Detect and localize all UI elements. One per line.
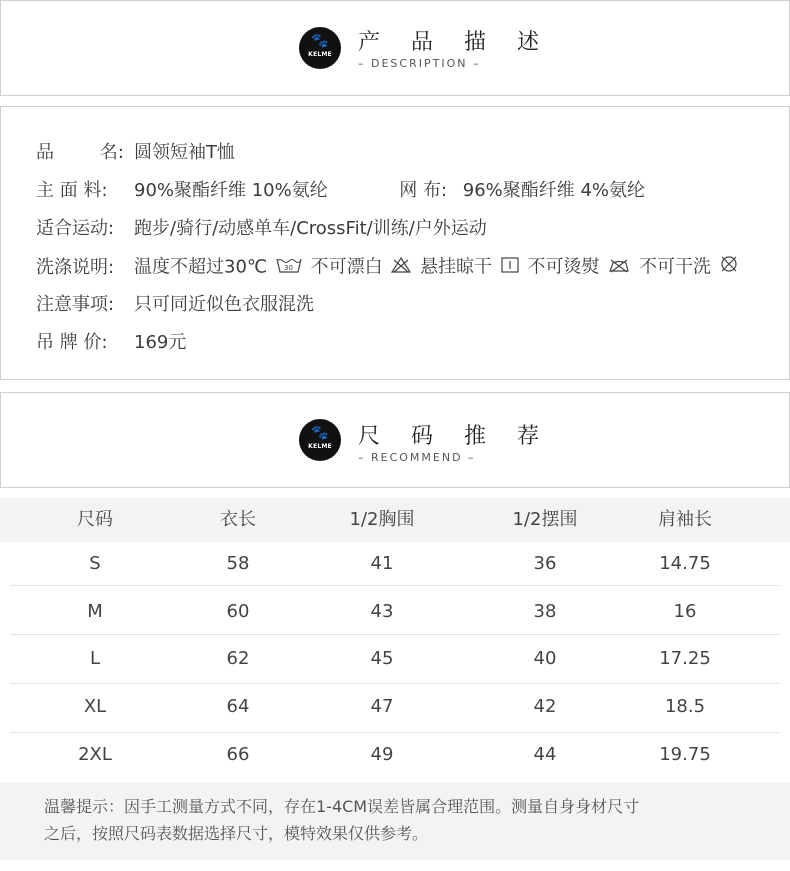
wash-label: 洗涤说明: [36, 256, 115, 278]
kelme-logo [299, 419, 341, 461]
header-chest: 1/2胸围 [349, 509, 415, 530]
cell-size: 2XL [78, 744, 112, 765]
hang-dry-text: 悬挂晾干 [420, 256, 493, 278]
header-sleeve: 肩袖长 [658, 509, 712, 530]
paw-icon: 🐾 [311, 425, 329, 441]
cell-sleeve: 17.25 [659, 648, 711, 669]
row-divider [10, 634, 780, 635]
price-value: 169元 [134, 332, 187, 353]
cell-hem: 42 [533, 696, 557, 717]
no-bleach-text: 不可漂白 [310, 256, 383, 278]
name-label-a: 品 [36, 142, 54, 163]
sports-label: 适合运动: [36, 218, 115, 239]
info-row-name [36, 141, 235, 165]
cell-sleeve: 19.75 [659, 744, 711, 765]
kelme-logo [299, 27, 341, 69]
header-size: 尺码 [77, 509, 113, 530]
notice-value: 只可同近似色衣服混洗 [134, 294, 314, 315]
logo-text: KELME [308, 51, 332, 58]
header-length: 衣长 [220, 509, 256, 530]
cell-size: M [87, 601, 103, 622]
name-label-b: 名: [99, 142, 124, 163]
row-divider [10, 585, 780, 586]
cell-sleeve: 18.5 [664, 696, 706, 717]
info-row-notice [36, 293, 314, 317]
note-line-1: 温馨提示：因手工测量方式不同，存在1-4CM误差皆属合理范围。测量自身身材尺寸 [44, 797, 640, 816]
cell-length: 62 [226, 648, 250, 669]
price-label: 吊 牌 价: [36, 332, 108, 353]
logo-text: KELME [308, 443, 332, 450]
no-bleach-icon [391, 256, 411, 280]
info-row-sports [36, 217, 487, 241]
hang-dry-icon [501, 256, 519, 280]
notice-label: 注意事项: [36, 294, 115, 315]
product-info-panel [0, 106, 790, 380]
cell-sleeve: 16 [673, 601, 697, 622]
name-value: 圆领短袖T恤 [134, 142, 235, 163]
cell-chest: 47 [370, 696, 394, 717]
cell-chest: 49 [370, 744, 394, 765]
row-divider [10, 683, 780, 684]
cell-chest: 45 [370, 648, 394, 669]
size-table-header [0, 498, 790, 542]
wash-30-icon [276, 256, 302, 280]
fabric-value: 90%聚酯纤维 10%氨纶 [134, 180, 328, 201]
header-hem: 1/2摆围 [512, 509, 578, 530]
row-divider [10, 732, 780, 733]
cell-size: XL [83, 696, 107, 717]
cell-length: 60 [226, 601, 250, 622]
recommend-header [0, 392, 790, 488]
cell-length: 64 [226, 696, 250, 717]
cell-length: 66 [226, 744, 250, 765]
sports-value: 跑步/骑行/动感单车/CrossFit/训练/户外运动 [134, 218, 487, 239]
info-row-wash [36, 255, 741, 279]
no-iron-icon [608, 256, 630, 280]
cell-size: L [89, 648, 101, 669]
note-line-2: 之后，按照尺码表数据选择尺寸，模特效果仅供参考。 [44, 824, 429, 843]
cell-hem: 40 [533, 648, 557, 669]
size-note [0, 782, 790, 860]
wash-temp-text: 温度不超过30℃ [134, 256, 268, 278]
cell-hem: 36 [533, 553, 557, 574]
no-dry-clean-text: 不可干洗 [639, 256, 711, 278]
section-title: 产 品 描 述 [358, 30, 551, 55]
mesh-value: 96%聚酯纤维 4%氨纶 [462, 180, 646, 201]
cell-chest: 43 [370, 601, 394, 622]
paw-icon: 🐾 [311, 33, 329, 49]
cell-sleeve: 14.75 [659, 553, 711, 574]
mesh-label: 网 布: [399, 180, 448, 201]
cell-chest: 41 [370, 553, 394, 574]
fabric-label: 主 面 料: [36, 180, 108, 201]
cell-length: 58 [226, 553, 250, 574]
section-title: 尺 码 推 荐 [358, 424, 551, 449]
info-row-fabric [36, 179, 645, 203]
svg-text:30: 30 [283, 263, 293, 272]
no-dry-clean-icon [720, 255, 738, 280]
section-subtitle: – DESCRIPTION – [358, 57, 481, 70]
cell-hem: 44 [533, 744, 557, 765]
section-subtitle: – RECOMMEND – [358, 451, 476, 464]
description-header [0, 0, 790, 96]
cell-size: S [89, 553, 101, 574]
cell-hem: 38 [533, 601, 557, 622]
no-iron-text: 不可烫熨 [527, 256, 600, 278]
info-row-price [36, 331, 186, 355]
